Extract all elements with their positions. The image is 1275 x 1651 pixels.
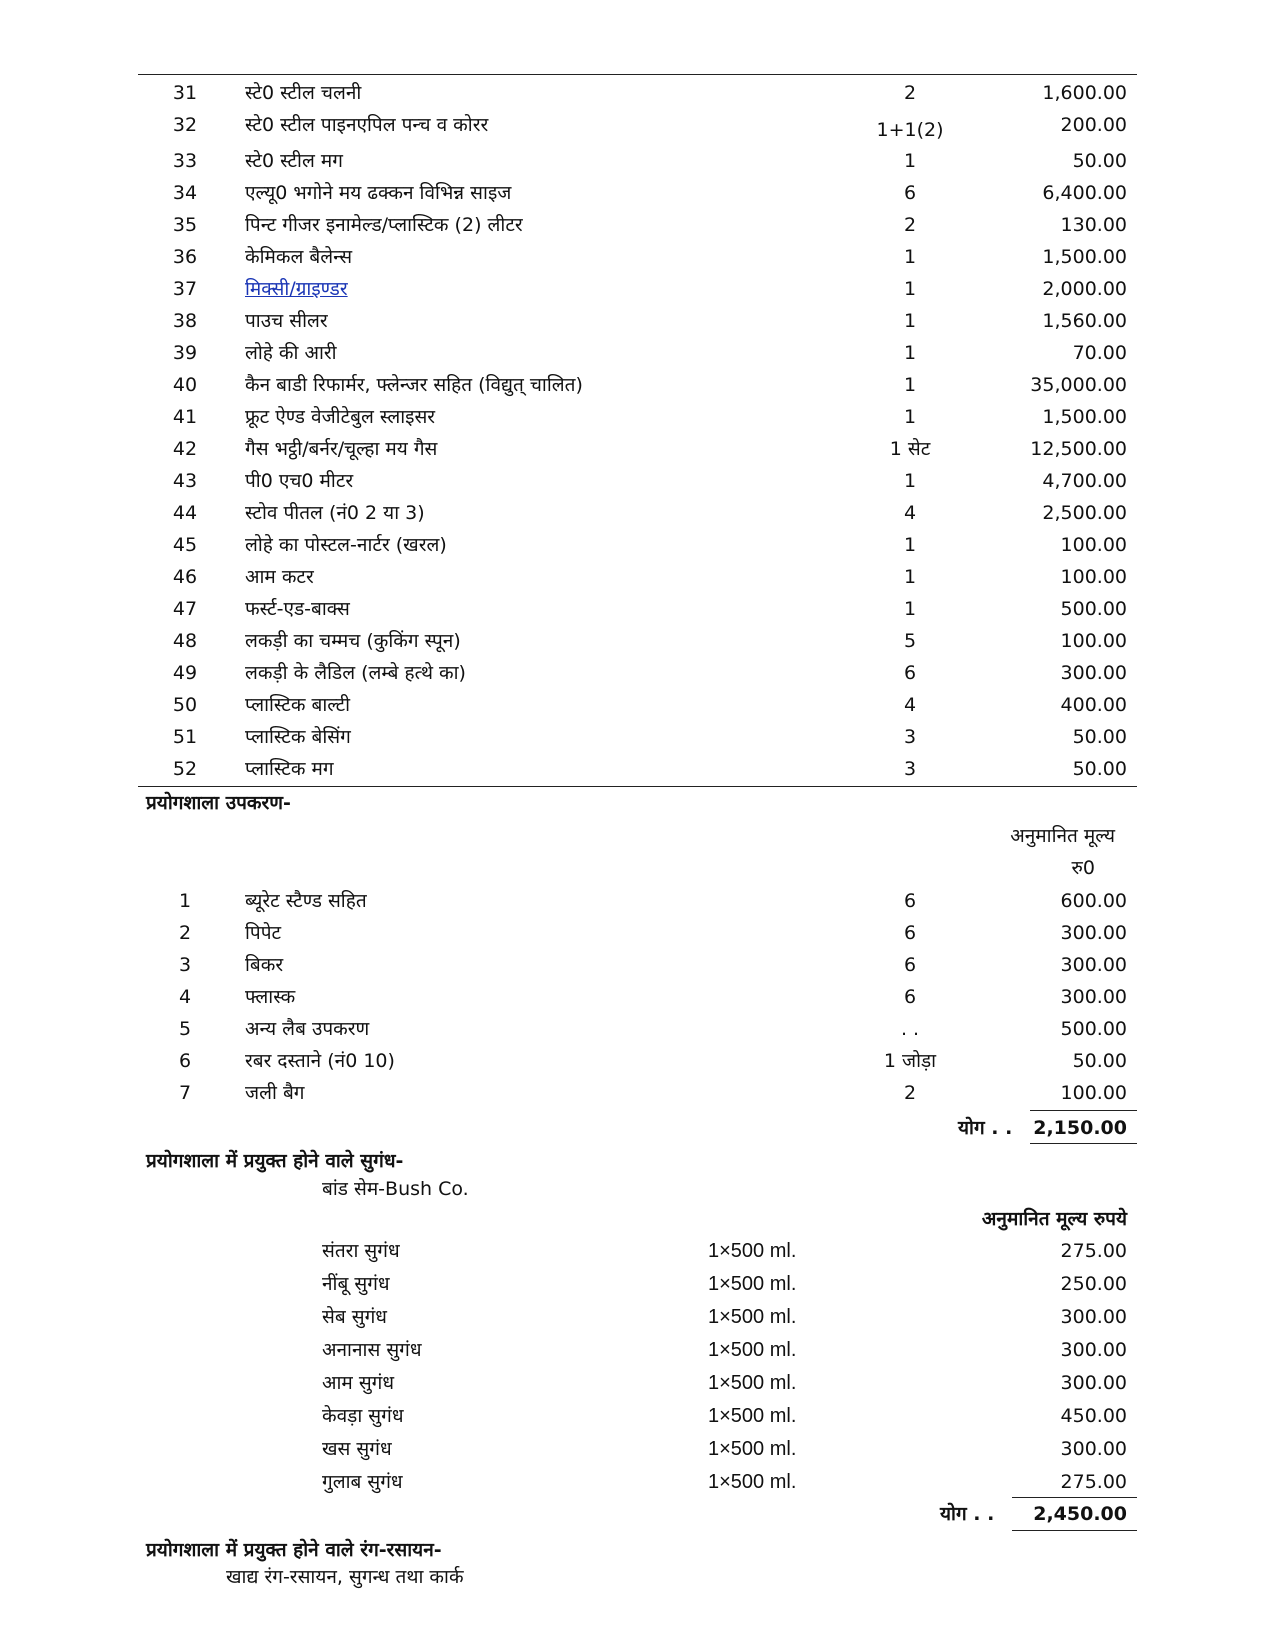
item-number: 48 xyxy=(172,630,198,652)
item-quantity: 1 जोड़ा xyxy=(883,1050,937,1072)
flavour-value: 275.00 xyxy=(1060,1240,1127,1262)
flavour-quantity: 1×500 ml. xyxy=(708,1339,797,1361)
item-name: स्टे0 स्टील पाइनएपिल पन्च व कोरर xyxy=(245,114,489,136)
item-quantity: 1 xyxy=(903,406,917,428)
item-number: 35 xyxy=(172,214,198,236)
item-name: अन्य लैब उपकरण xyxy=(245,1018,370,1040)
item-name: प्लास्टिक बेसिंग xyxy=(245,726,351,748)
item-name: फर्स्ट-एड-बाक्स xyxy=(245,598,350,620)
item-name: जली बैग xyxy=(245,1082,305,1104)
item-number: 1 xyxy=(178,890,192,912)
table-row xyxy=(0,78,1275,108)
table-row xyxy=(0,466,1275,496)
lab-total-value: 2,150.00 xyxy=(1033,1117,1127,1139)
item-name: कैन बाडी रिफार्मर, फ्लेन्जर सहित (विद्युत् चालित) xyxy=(245,374,583,396)
flavour-quantity: 1×500 ml. xyxy=(708,1306,797,1328)
table-row xyxy=(0,1014,1275,1044)
item-name: स्टे0 स्टील चलनी xyxy=(245,82,362,104)
item-value: 1,500.00 xyxy=(1042,406,1127,428)
table-row xyxy=(0,498,1275,528)
item-name: रबर दस्ताने (नं0 10) xyxy=(245,1050,395,1072)
item-quantity: 1 xyxy=(903,566,917,588)
flavour-quantity: 1×500 ml. xyxy=(708,1273,797,1295)
item-value: 100.00 xyxy=(1060,1082,1127,1104)
item-value: 1,600.00 xyxy=(1042,82,1127,104)
colours-subtitle: खाद्य रंग-रसायन, सुगन्ध तथा कार्क xyxy=(226,1566,464,1588)
table-row xyxy=(0,1046,1275,1076)
lab-total-label: योग . . xyxy=(958,1117,1013,1139)
table-row xyxy=(0,918,1275,948)
list-item xyxy=(0,1401,1275,1431)
flavour-value: 300.00 xyxy=(1060,1339,1127,1361)
item-quantity: 1 xyxy=(903,278,917,300)
item-name: पाउच सीलर xyxy=(245,310,328,332)
item-quantity: 3 xyxy=(903,758,917,780)
item-quantity: 1 सेट xyxy=(889,438,931,460)
list-item xyxy=(0,1368,1275,1398)
item-number: 31 xyxy=(172,82,198,104)
table-row xyxy=(0,210,1275,240)
flavours-brand: बांड सेम-Bush Co. xyxy=(322,1178,469,1200)
item-quantity: 5 xyxy=(903,630,917,652)
item-quantity: 1 xyxy=(903,374,917,396)
flavour-value: 450.00 xyxy=(1060,1405,1127,1427)
item-quantity: 2 xyxy=(903,214,917,236)
table-row xyxy=(0,242,1275,272)
equipment-table-bottom-rule xyxy=(138,786,1137,787)
item-value: 50.00 xyxy=(1072,150,1127,172)
table-row xyxy=(0,146,1275,176)
item-quantity: 6 xyxy=(903,954,917,976)
flavours-total-value: 2,450.00 xyxy=(1033,1503,1127,1525)
list-item xyxy=(0,1236,1275,1266)
flavour-value: 300.00 xyxy=(1060,1438,1127,1460)
flavour-name: खस सुगंध xyxy=(322,1438,392,1460)
item-name: स्टे0 स्टील मग xyxy=(245,150,343,172)
item-number: 41 xyxy=(172,406,198,428)
item-name: बिकर xyxy=(245,954,284,976)
table-row xyxy=(0,594,1275,624)
item-name: आम कटर xyxy=(245,566,314,588)
item-number: 50 xyxy=(172,694,198,716)
flavour-name: आम सुगंध xyxy=(322,1372,395,1394)
table-row xyxy=(0,338,1275,368)
item-value: 300.00 xyxy=(1060,986,1127,1008)
table-row xyxy=(0,982,1275,1012)
item-number: 37 xyxy=(172,278,198,300)
table-row xyxy=(0,886,1275,916)
table-row xyxy=(0,950,1275,980)
item-number: 45 xyxy=(172,534,198,556)
item-value: 1,560.00 xyxy=(1042,310,1127,332)
item-number: 42 xyxy=(172,438,198,460)
table-row xyxy=(0,178,1275,208)
lab-total-rule-top xyxy=(1030,1110,1137,1111)
item-quantity: 1 xyxy=(903,598,917,620)
flavours-total-label: योग . . xyxy=(940,1503,995,1525)
flavour-quantity: 1×500 ml. xyxy=(708,1438,797,1460)
table-row xyxy=(0,370,1275,400)
item-value: 50.00 xyxy=(1072,726,1127,748)
item-name: फ्लास्क xyxy=(245,986,296,1008)
item-value: 50.00 xyxy=(1072,1050,1127,1072)
item-value: 130.00 xyxy=(1060,214,1127,236)
item-quantity: 2 xyxy=(903,1082,917,1104)
item-quantity: 6 xyxy=(903,890,917,912)
item-name: पिपेट xyxy=(245,922,282,944)
item-quantity: 4 xyxy=(903,502,917,524)
item-value: 200.00 xyxy=(1060,114,1127,136)
item-number: 4 xyxy=(178,986,192,1008)
item-number: 6 xyxy=(178,1050,192,1072)
flavour-name: केवड़ा सुगंध xyxy=(322,1405,404,1427)
item-number: 43 xyxy=(172,470,198,492)
item-value: 300.00 xyxy=(1060,954,1127,976)
item-name: लोहे की आरी xyxy=(245,342,337,364)
item-quantity: 1 xyxy=(903,310,917,332)
item-quantity: 6 xyxy=(903,986,917,1008)
item-name: प्लास्टिक बाल्टी xyxy=(245,694,351,716)
item-quantity: 6 xyxy=(903,662,917,684)
item-name: गैस भट्ठी/बर्नर/चूल्हा मय गैस xyxy=(245,438,438,460)
item-quantity: 1 xyxy=(903,534,917,556)
item-quantity: 3 xyxy=(903,726,917,748)
item-value: 100.00 xyxy=(1060,566,1127,588)
flavour-name: अनानास सुगंध xyxy=(322,1339,422,1361)
item-number: 3 xyxy=(178,954,192,976)
item-value: 100.00 xyxy=(1060,534,1127,556)
item-value: 400.00 xyxy=(1060,694,1127,716)
top-rule xyxy=(138,74,1137,75)
flavour-value: 300.00 xyxy=(1060,1372,1127,1394)
item-number: 36 xyxy=(172,246,198,268)
item-value: 500.00 xyxy=(1060,1018,1127,1040)
lab-total-rule-bottom xyxy=(1030,1143,1137,1144)
list-item xyxy=(0,1434,1275,1464)
flavour-quantity: 1×500 ml. xyxy=(708,1372,797,1394)
item-quantity: 1 xyxy=(903,246,917,268)
item-name[interactable]: मिक्सी/ग्राइण्डर xyxy=(245,278,348,300)
item-quantity: 6 xyxy=(903,182,917,204)
item-name: प्लास्टिक मग xyxy=(245,758,334,780)
table-row xyxy=(0,658,1275,688)
item-value: 50.00 xyxy=(1072,758,1127,780)
table-row xyxy=(0,402,1275,432)
item-quantity: 1 xyxy=(903,470,917,492)
table-row xyxy=(0,626,1275,656)
list-item xyxy=(0,1467,1275,1497)
flavours-heading: प्रयोगशाला में प्रयुक्त होने वाले सुगंध- xyxy=(146,1150,404,1172)
item-value: 4,700.00 xyxy=(1042,470,1127,492)
table-row xyxy=(0,722,1275,752)
flavour-name: सेब सुगंध xyxy=(322,1306,387,1328)
flavour-name: संतरा सुगंध xyxy=(322,1240,400,1262)
flavours-total-rule-bottom xyxy=(1012,1530,1137,1531)
item-quantity: 4 xyxy=(903,694,917,716)
item-value: 600.00 xyxy=(1060,890,1127,912)
item-number: 34 xyxy=(172,182,198,204)
item-name: स्टोव पीतल (नं0 2 या 3) xyxy=(245,502,425,524)
item-name: लोहे का पोस्टल-नार्टर (खरल) xyxy=(245,534,447,556)
item-number: 38 xyxy=(172,310,198,332)
table-row xyxy=(0,306,1275,336)
flavour-value: 300.00 xyxy=(1060,1306,1127,1328)
item-number: 44 xyxy=(172,502,198,524)
list-item xyxy=(0,1302,1275,1332)
item-value: 35,000.00 xyxy=(1030,374,1127,396)
item-number: 5 xyxy=(178,1018,192,1040)
item-name: एल्यू0 भगोने मय ढक्कन विभिन्न साइज xyxy=(245,182,512,204)
item-quantity: 1+1(2) xyxy=(876,119,944,141)
list-item xyxy=(0,1335,1275,1365)
item-value: 12,500.00 xyxy=(1030,438,1127,460)
item-value: 300.00 xyxy=(1060,662,1127,684)
table-row xyxy=(0,530,1275,560)
flavour-quantity: 1×500 ml. xyxy=(708,1471,797,1493)
item-number: 32 xyxy=(172,114,198,136)
item-value: 2,000.00 xyxy=(1042,278,1127,300)
item-value: 100.00 xyxy=(1060,630,1127,652)
table-row xyxy=(0,754,1275,784)
list-item xyxy=(0,1269,1275,1299)
table-row xyxy=(0,1078,1275,1108)
item-number: 2 xyxy=(178,922,192,944)
item-number: 51 xyxy=(172,726,198,748)
item-number: 39 xyxy=(172,342,198,364)
item-number: 33 xyxy=(172,150,198,172)
item-quantity: 6 xyxy=(903,922,917,944)
item-number: 7 xyxy=(178,1082,192,1104)
flavour-quantity: 1×500 ml. xyxy=(708,1405,797,1427)
item-value: 6,400.00 xyxy=(1042,182,1127,204)
item-value: 300.00 xyxy=(1060,922,1127,944)
item-number: 52 xyxy=(172,758,198,780)
table-row xyxy=(0,110,1275,140)
item-name: केमिकल बैलेन्स xyxy=(245,246,353,268)
item-number: 40 xyxy=(172,374,198,396)
table-row xyxy=(0,274,1275,304)
item-number: 46 xyxy=(172,566,198,588)
item-value: 70.00 xyxy=(1072,342,1127,364)
item-name: ब्यूरेट स्टैण्ड सहित xyxy=(245,890,367,912)
lab-price-header-line1: अनुमानित मूल्य xyxy=(1010,825,1115,847)
colours-heading: प्रयोगशाला में प्रयुक्त होने वाले रंग-रसायन- xyxy=(146,1539,442,1561)
item-number: 49 xyxy=(172,662,198,684)
item-name: फ्रूट ऐण्ड वेजीटेबुल स्लाइसर xyxy=(245,406,436,428)
item-value: 2,500.00 xyxy=(1042,502,1127,524)
item-name: लकड़ी का चम्मच (कुकिंग स्पून) xyxy=(245,630,461,652)
item-name: पी0 एच0 मीटर xyxy=(245,470,354,492)
item-number: 47 xyxy=(172,598,198,620)
item-name: लकड़ी के लैडिल (लम्बे हत्थे का) xyxy=(245,662,466,684)
flavours-price-header: अनुमानित मूल्य रुपये xyxy=(981,1208,1127,1230)
table-row xyxy=(0,562,1275,592)
table-row xyxy=(0,690,1275,720)
item-name: पिन्ट गीजर इनामेल्ड/प्लास्टिक (2) लीटर xyxy=(245,214,523,236)
flavour-value: 250.00 xyxy=(1060,1273,1127,1295)
lab-equipment-heading: प्रयोगशाला उपकरण- xyxy=(146,792,291,814)
flavours-total-rule-top xyxy=(1012,1497,1137,1498)
flavour-value: 275.00 xyxy=(1060,1471,1127,1493)
table-row xyxy=(0,434,1275,464)
flavour-quantity: 1×500 ml. xyxy=(708,1240,797,1262)
item-quantity: . . xyxy=(900,1018,920,1040)
lab-price-header-line2: रु0 xyxy=(1071,857,1095,879)
item-quantity: 2 xyxy=(903,82,917,104)
flavour-name: गुलाब सुगंध xyxy=(322,1471,403,1493)
item-quantity: 1 xyxy=(903,342,917,364)
item-value: 1,500.00 xyxy=(1042,246,1127,268)
item-quantity: 1 xyxy=(903,150,917,172)
flavour-name: नींबू सुगंध xyxy=(322,1273,390,1295)
item-value: 500.00 xyxy=(1060,598,1127,620)
